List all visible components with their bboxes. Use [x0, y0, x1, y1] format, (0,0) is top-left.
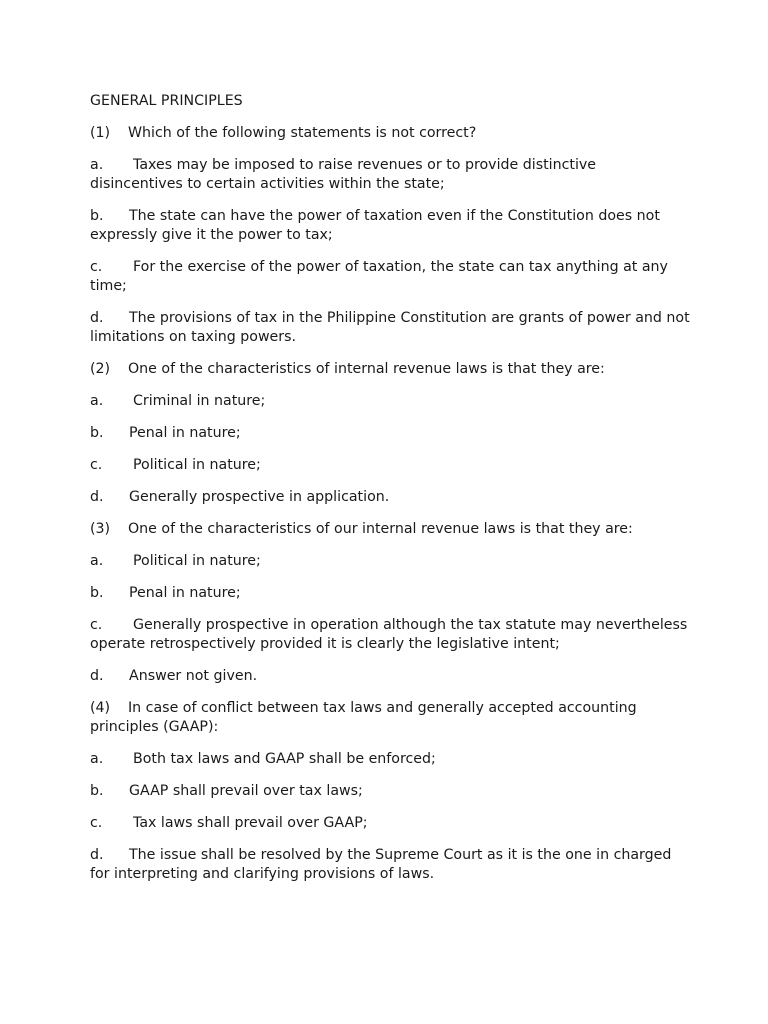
option-letter: a. — [90, 553, 104, 569]
option-2d — [90, 488, 690, 507]
question-3 — [90, 520, 690, 539]
option-text: Generally prospective in application. — [129, 489, 390, 505]
option-letter: c. — [90, 457, 103, 473]
option-text: Penal in nature; — [129, 585, 241, 601]
option-1a — [90, 156, 690, 194]
option-1d — [90, 309, 690, 347]
option-text: Tax laws shall prevail over GAAP; — [133, 815, 368, 831]
option-3d — [90, 667, 690, 686]
option-letter: c. — [90, 259, 103, 275]
option-letter: a. — [90, 393, 104, 409]
option-letter: a. — [90, 157, 104, 173]
option-text: Both tax laws and GAAP shall be enforced; — [133, 751, 436, 767]
option-letter: c. — [90, 617, 103, 633]
option-letter: d. — [90, 668, 104, 684]
option-text: Penal in nature; — [129, 425, 241, 441]
option-3c — [90, 616, 690, 654]
question-text: In case of conflict between tax laws and generally accepted accounting principles (GAAP): — [90, 700, 637, 735]
option-letter: c. — [90, 815, 103, 831]
option-letter: d. — [90, 847, 104, 863]
option-text: The state can have the power of taxation even if the Constitution does not expressly give it the power to tax; — [90, 208, 660, 243]
section-heading: GENERAL PRINCIPLES — [90, 93, 243, 109]
option-text: GAAP shall prevail over tax laws; — [129, 783, 363, 799]
question-2 — [90, 360, 690, 379]
option-text: For the exercise of the power of taxation, the state can tax anything at any time; — [90, 259, 668, 294]
option-4a — [90, 750, 690, 769]
question-4 — [90, 699, 690, 737]
option-1c — [90, 258, 690, 296]
option-2c — [90, 456, 690, 475]
option-2b — [90, 424, 690, 443]
question-text: One of the characteristics of internal revenue laws is that they are: — [128, 361, 605, 377]
option-letter: d. — [90, 310, 104, 326]
option-text: The issue shall be resolved by the Supreme Court as it is the one in charged for interpreting and clarifying provisions of laws. — [90, 847, 672, 882]
option-4d — [90, 846, 690, 884]
option-3a — [90, 552, 690, 571]
option-text: Generally prospective in operation although the tax statute may nevertheless operate retrospectively provided it is clearly the legislative intent; — [90, 617, 688, 652]
option-1b — [90, 207, 690, 245]
question-number: (3) — [90, 521, 111, 537]
option-text: Answer not given. — [129, 668, 258, 684]
option-letter: b. — [90, 425, 104, 441]
option-letter: b. — [90, 783, 104, 799]
question-number: (1) — [90, 125, 111, 141]
option-4b — [90, 782, 690, 801]
option-text: Criminal in nature; — [133, 393, 266, 409]
option-letter: a. — [90, 751, 104, 767]
question-text: One of the characteristics of our internal revenue laws is that they are: — [128, 521, 633, 537]
question-number: (4) — [90, 700, 111, 716]
document-page — [90, 92, 690, 897]
option-3b — [90, 584, 690, 603]
question-text: Which of the following statements is not correct? — [128, 125, 477, 141]
question-1 — [90, 124, 690, 143]
option-2a — [90, 392, 690, 411]
option-text: Political in nature; — [133, 553, 261, 569]
option-letter: b. — [90, 585, 104, 601]
option-4c — [90, 814, 690, 833]
option-letter: b. — [90, 208, 104, 224]
option-letter: d. — [90, 489, 104, 505]
option-text: Taxes may be imposed to raise revenues or to provide distinctive disincentives to certain activities within the state; — [90, 157, 597, 192]
question-number: (2) — [90, 361, 111, 377]
option-text: Political in nature; — [133, 457, 261, 473]
option-text: The provisions of tax in the Philippine Constitution are grants of power and not limitations on taxing powers. — [90, 310, 690, 345]
